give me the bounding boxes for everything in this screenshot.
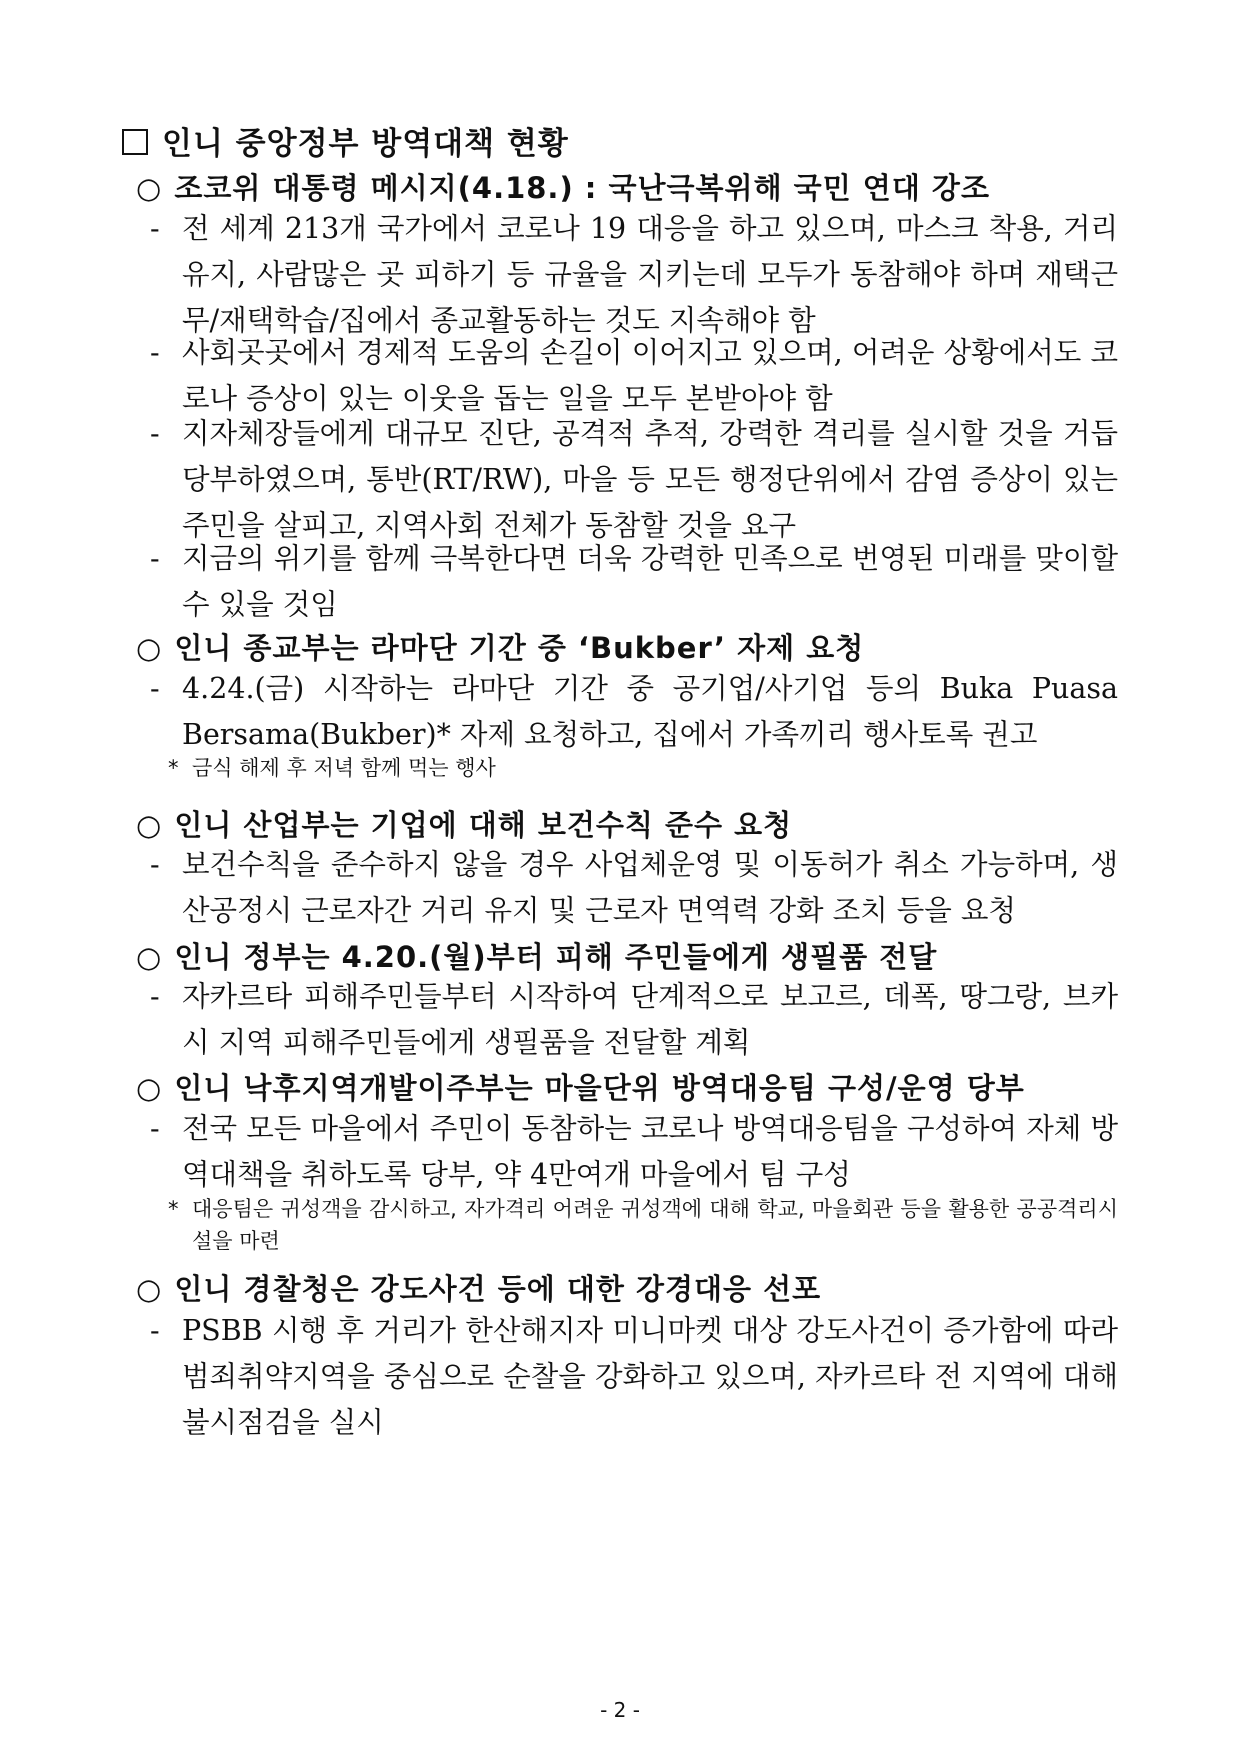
dash-bullet-icon: - [150, 1112, 160, 1145]
dash-bullet-icon: - [150, 848, 160, 881]
dash-bullet-icon: - [150, 980, 160, 1013]
bullet-item [150, 842, 1118, 934]
bullet-text: 전 세계 213개 국가에서 코로나 19 대응을 하고 있으며, 마스크 착용, 거리유지, 사람많은 곳 피하기 등 규율을 지키는데 모두가 동참해야 하며 재택근무/재택학습/집에서 종교활동하는 것도 지속해야 함 [182, 212, 1118, 337]
page-title-text: 인니 중앙정부 방역대책 현황 [162, 126, 569, 162]
circle-bullet-icon: ○ [136, 631, 163, 665]
bullet-text: 지자체장들에게 대규모 진단, 공격적 추적, 강력한 격리를 실시할 것을 거듭 당부하였으며, 통반(RT/RW), 마을 등 모든 행정단위에서 감염 증상이 있는 주민을 살피고, 지역사회 전체가 동참할 것을 요구 [182, 417, 1118, 542]
dash-bullet-icon: - [150, 417, 160, 450]
dash-bullet-icon: - [150, 542, 160, 575]
bullet-text: 4.24.(금) 시작하는 라마단 기간 중 공기업/사기업 등의 Buka Puasa Bersama(Bukber)* 자제 요청하고, 집에서 가족끼리 행사토록 권고 [182, 672, 1118, 751]
circle-bullet-icon: ○ [136, 808, 163, 842]
section-heading-text: 인니 정부는 4.20.(월)부터 피해 주민들에게 생필품 전달 [174, 940, 938, 974]
section-heading-text: 인니 종교부는 라마단 기간 중 ‘Bukber’ 자제 요청 [174, 631, 865, 665]
circle-bullet-icon: ○ [136, 1071, 163, 1105]
bullet-text: 자카르타 피해주민들부터 시작하여 단계적으로 보고르, 데폭, 땅그랑, 브카시 지역 피해주민들에게 생필품을 전달할 계획 [182, 980, 1118, 1059]
bullet-item [150, 974, 1118, 1066]
bullet-item [150, 330, 1118, 422]
dash-bullet-icon: - [150, 672, 160, 705]
footnote [168, 1193, 1118, 1257]
footnote [168, 752, 1118, 784]
bullet-text: 전국 모든 마을에서 주민이 동참하는 코로나 방역대응팀을 구성하여 자체 방역대책을 취하도록 당부, 약 4만여개 마을에서 팀 구성 [182, 1112, 1118, 1191]
bullet-item [150, 1308, 1118, 1446]
section-heading [136, 1267, 821, 1308]
circle-bullet-icon: ○ [136, 171, 163, 205]
bullet-item [150, 536, 1118, 628]
bullet-text: 사회곳곳에서 경제적 도움의 손길이 이어지고 있으며, 어려운 상황에서도 코로나 증상이 있는 이웃을 돕는 일을 모두 본받아야 함 [182, 336, 1118, 415]
section-heading [136, 1066, 1025, 1107]
bullet-item [150, 666, 1118, 758]
section-heading [136, 166, 990, 207]
bullet-item [150, 411, 1118, 549]
bullet-text: 보건수칙을 준수하지 않을 경우 사업체운영 및 이동허가 취소 가능하며, 생산공정시 근로자간 거리 유지 및 근로자 면역력 강화 조치 등을 요청 [182, 848, 1118, 927]
circle-bullet-icon: ○ [136, 940, 163, 974]
dash-bullet-icon: - [150, 336, 160, 369]
asterisk-icon: * [168, 1197, 179, 1221]
circle-bullet-icon: ○ [136, 1272, 163, 1306]
page-title [122, 118, 569, 163]
dash-bullet-icon: - [150, 1314, 160, 1347]
dash-bullet-icon: - [150, 212, 160, 245]
page-number: - 2 - [600, 1698, 640, 1722]
checkbox-square-icon [122, 129, 148, 155]
section-heading-text: 인니 산업부는 기업에 대해 보건수칙 준수 요청 [174, 808, 793, 842]
section-heading-text: 인니 낙후지역개발이주부는 마을단위 방역대응팀 구성/운영 당부 [174, 1071, 1025, 1105]
section-heading [136, 803, 792, 844]
section-heading-text: 조코위 대통령 메시지(4.18.) : 국난극복위해 국민 연대 강조 [174, 171, 990, 205]
bullet-item [150, 1106, 1118, 1198]
section-heading [136, 626, 864, 667]
footnote-text: 금식 해제 후 저녁 함께 먹는 행사 [192, 756, 496, 780]
bullet-text: PSBB 시행 후 거리가 한산해지자 미니마켓 대상 강도사건이 증가함에 따라 범죄취약지역을 중심으로 순찰을 강화하고 있으며, 자카르타 전 지역에 대해 불시점검을 실시 [182, 1314, 1118, 1439]
section-heading-text: 인니 경찰청은 강도사건 등에 대한 강경대응 선포 [174, 1272, 822, 1306]
asterisk-icon: * [168, 756, 179, 780]
footnote-text: 대응팀은 귀성객을 감시하고, 자가격리 어려운 귀성객에 대해 학교, 마을회관 등을 활용한 공공격리시설을 마련 [192, 1197, 1118, 1253]
bullet-text: 지금의 위기를 함께 극복한다면 더욱 강력한 민족으로 번영된 미래를 맞이할 수 있을 것임 [182, 542, 1118, 621]
section-heading [136, 935, 937, 976]
bullet-item [150, 206, 1118, 344]
